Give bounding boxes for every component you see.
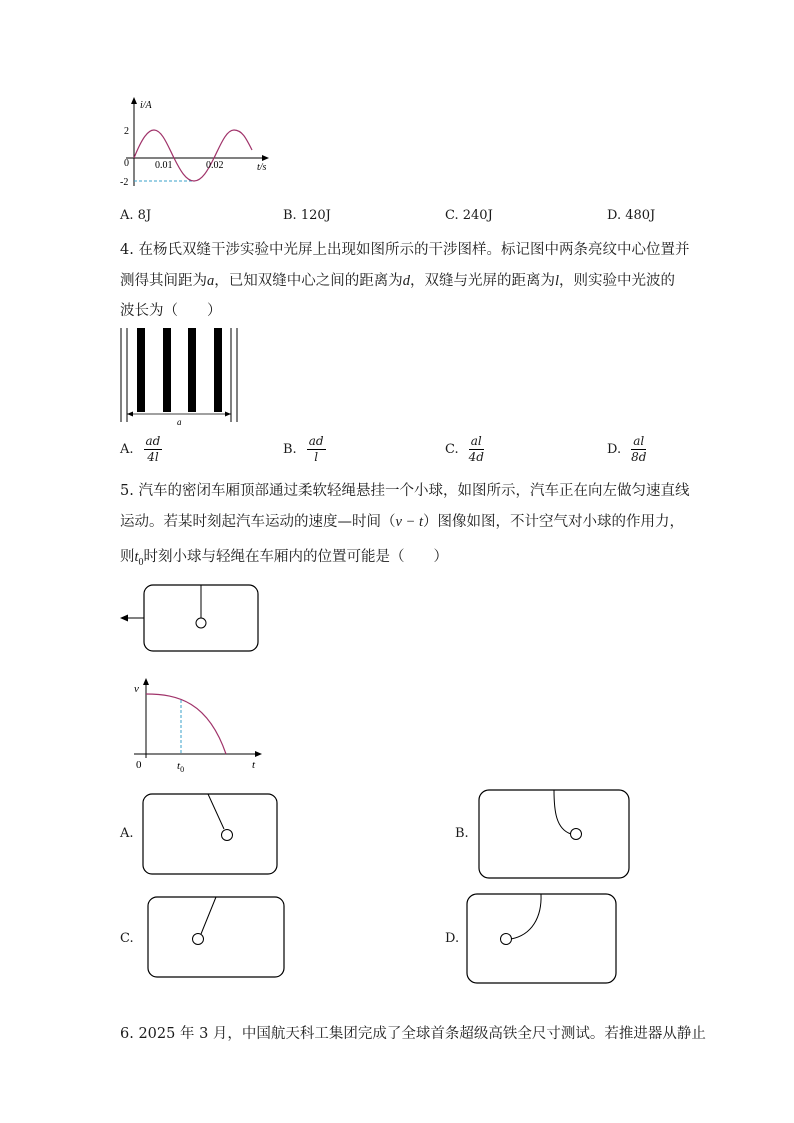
y-axis-label: i/A	[140, 100, 152, 111]
tick-label-neg: -2	[120, 177, 129, 188]
q5-line-1: 5. 汽车的密闭车厢顶部通过柔软轻绳悬挂一个小球，如图所示，汽车正在向左做匀速直线	[120, 483, 690, 499]
q4-option-d[interactable]: D. $\frac{al}{8d}$	[607, 434, 647, 464]
rope	[511, 894, 541, 939]
tick-label-pos: 2	[124, 126, 129, 137]
t-axis-label: t	[252, 759, 256, 771]
q4-option-b[interactable]: B. $\frac{ad}{l}$	[283, 434, 324, 464]
spacing-label: a	[177, 417, 182, 427]
q5-option-a-label[interactable]: A.	[120, 826, 134, 841]
v-axis-arrow	[143, 678, 149, 685]
q5-line-2: 运动。若某时刻起汽车运动的速度—时间（v − t）图像如图，不计空气对小球的作用力，	[120, 514, 684, 530]
q4-line-1: 4. 在杨氏双缝干涉实验中光屏上出现如图所示的干涉图样。标记图中两条亮纹中心位置并	[120, 242, 690, 258]
rope	[201, 897, 216, 934]
q5-option-c-figure[interactable]	[147, 896, 285, 978]
q5-option-a-figure[interactable]	[142, 793, 278, 875]
tick-label-x2: 0.02	[206, 160, 224, 171]
t0-label: $t_0$	[177, 760, 185, 774]
tick-label-x1: 0.01	[155, 160, 173, 171]
velocity-time-graph	[128, 676, 268, 774]
ball	[222, 830, 233, 841]
q3-option-d[interactable]: D. 480J	[607, 208, 656, 223]
spacing-arrow-right	[225, 412, 231, 417]
q4-option-c[interactable]: C. $\frac{al}{4d}$	[445, 434, 484, 464]
bright-fringe-4	[214, 328, 222, 412]
q5-option-b-figure[interactable]	[478, 789, 630, 879]
carriage-box	[467, 894, 616, 983]
q6-line-1: 6. 2025 年 3 月，中国航天科工集团完成了全球首条超级高铁全尺寸测试。若推进器从静止	[120, 1026, 706, 1042]
ball	[501, 934, 512, 945]
velocity-curve	[146, 694, 226, 754]
q3-option-c[interactable]: C. 240J	[445, 208, 493, 223]
q4-line-3: 波长为（ ）	[120, 303, 222, 319]
current-time-graph	[118, 94, 278, 194]
t-axis-arrow	[255, 751, 262, 757]
carriage-box	[143, 794, 277, 874]
origin-label: 0	[124, 158, 129, 169]
q5-option-d-label[interactable]: D.	[445, 931, 460, 946]
x-axis-arrow	[262, 155, 269, 161]
carriage-figure	[118, 582, 263, 656]
bright-fringe-3	[188, 328, 196, 412]
q5-option-c-label[interactable]: C.	[120, 931, 134, 946]
spacing-arrow-left	[127, 412, 133, 417]
ball	[196, 618, 206, 628]
bright-fringe-1	[137, 328, 145, 412]
q4-option-a[interactable]: A. $\frac{ad}{4l}$	[120, 434, 161, 464]
current-curve	[134, 130, 252, 181]
q4-line-2: 测得其间距为a，已知双缝中心之间的距离为d，双缝与光屏的距离为l，则实验中光波的	[120, 273, 676, 289]
carriage-box	[148, 897, 284, 977]
rope	[554, 790, 571, 834]
ball	[193, 934, 204, 945]
rope	[208, 794, 224, 829]
q5-line-3: 则$t_0$时刻小球与轻绳在车厢内的位置可能是（ ）	[120, 549, 449, 568]
q3-option-a[interactable]: A. 8J	[120, 208, 152, 223]
bright-fringe-2	[163, 328, 171, 412]
q3-option-b[interactable]: B. 120J	[283, 208, 331, 223]
interference-pattern-figure	[118, 326, 242, 430]
q5-option-b-label[interactable]: B.	[455, 826, 469, 841]
v-axis-label: v	[134, 683, 139, 695]
q5-option-d-figure[interactable]	[466, 893, 617, 984]
y-axis-arrow	[131, 97, 137, 104]
x-axis-label: t/s	[257, 162, 267, 173]
origin-label: 0	[136, 759, 142, 771]
ball	[571, 829, 582, 840]
motion-arrowhead	[120, 615, 128, 622]
